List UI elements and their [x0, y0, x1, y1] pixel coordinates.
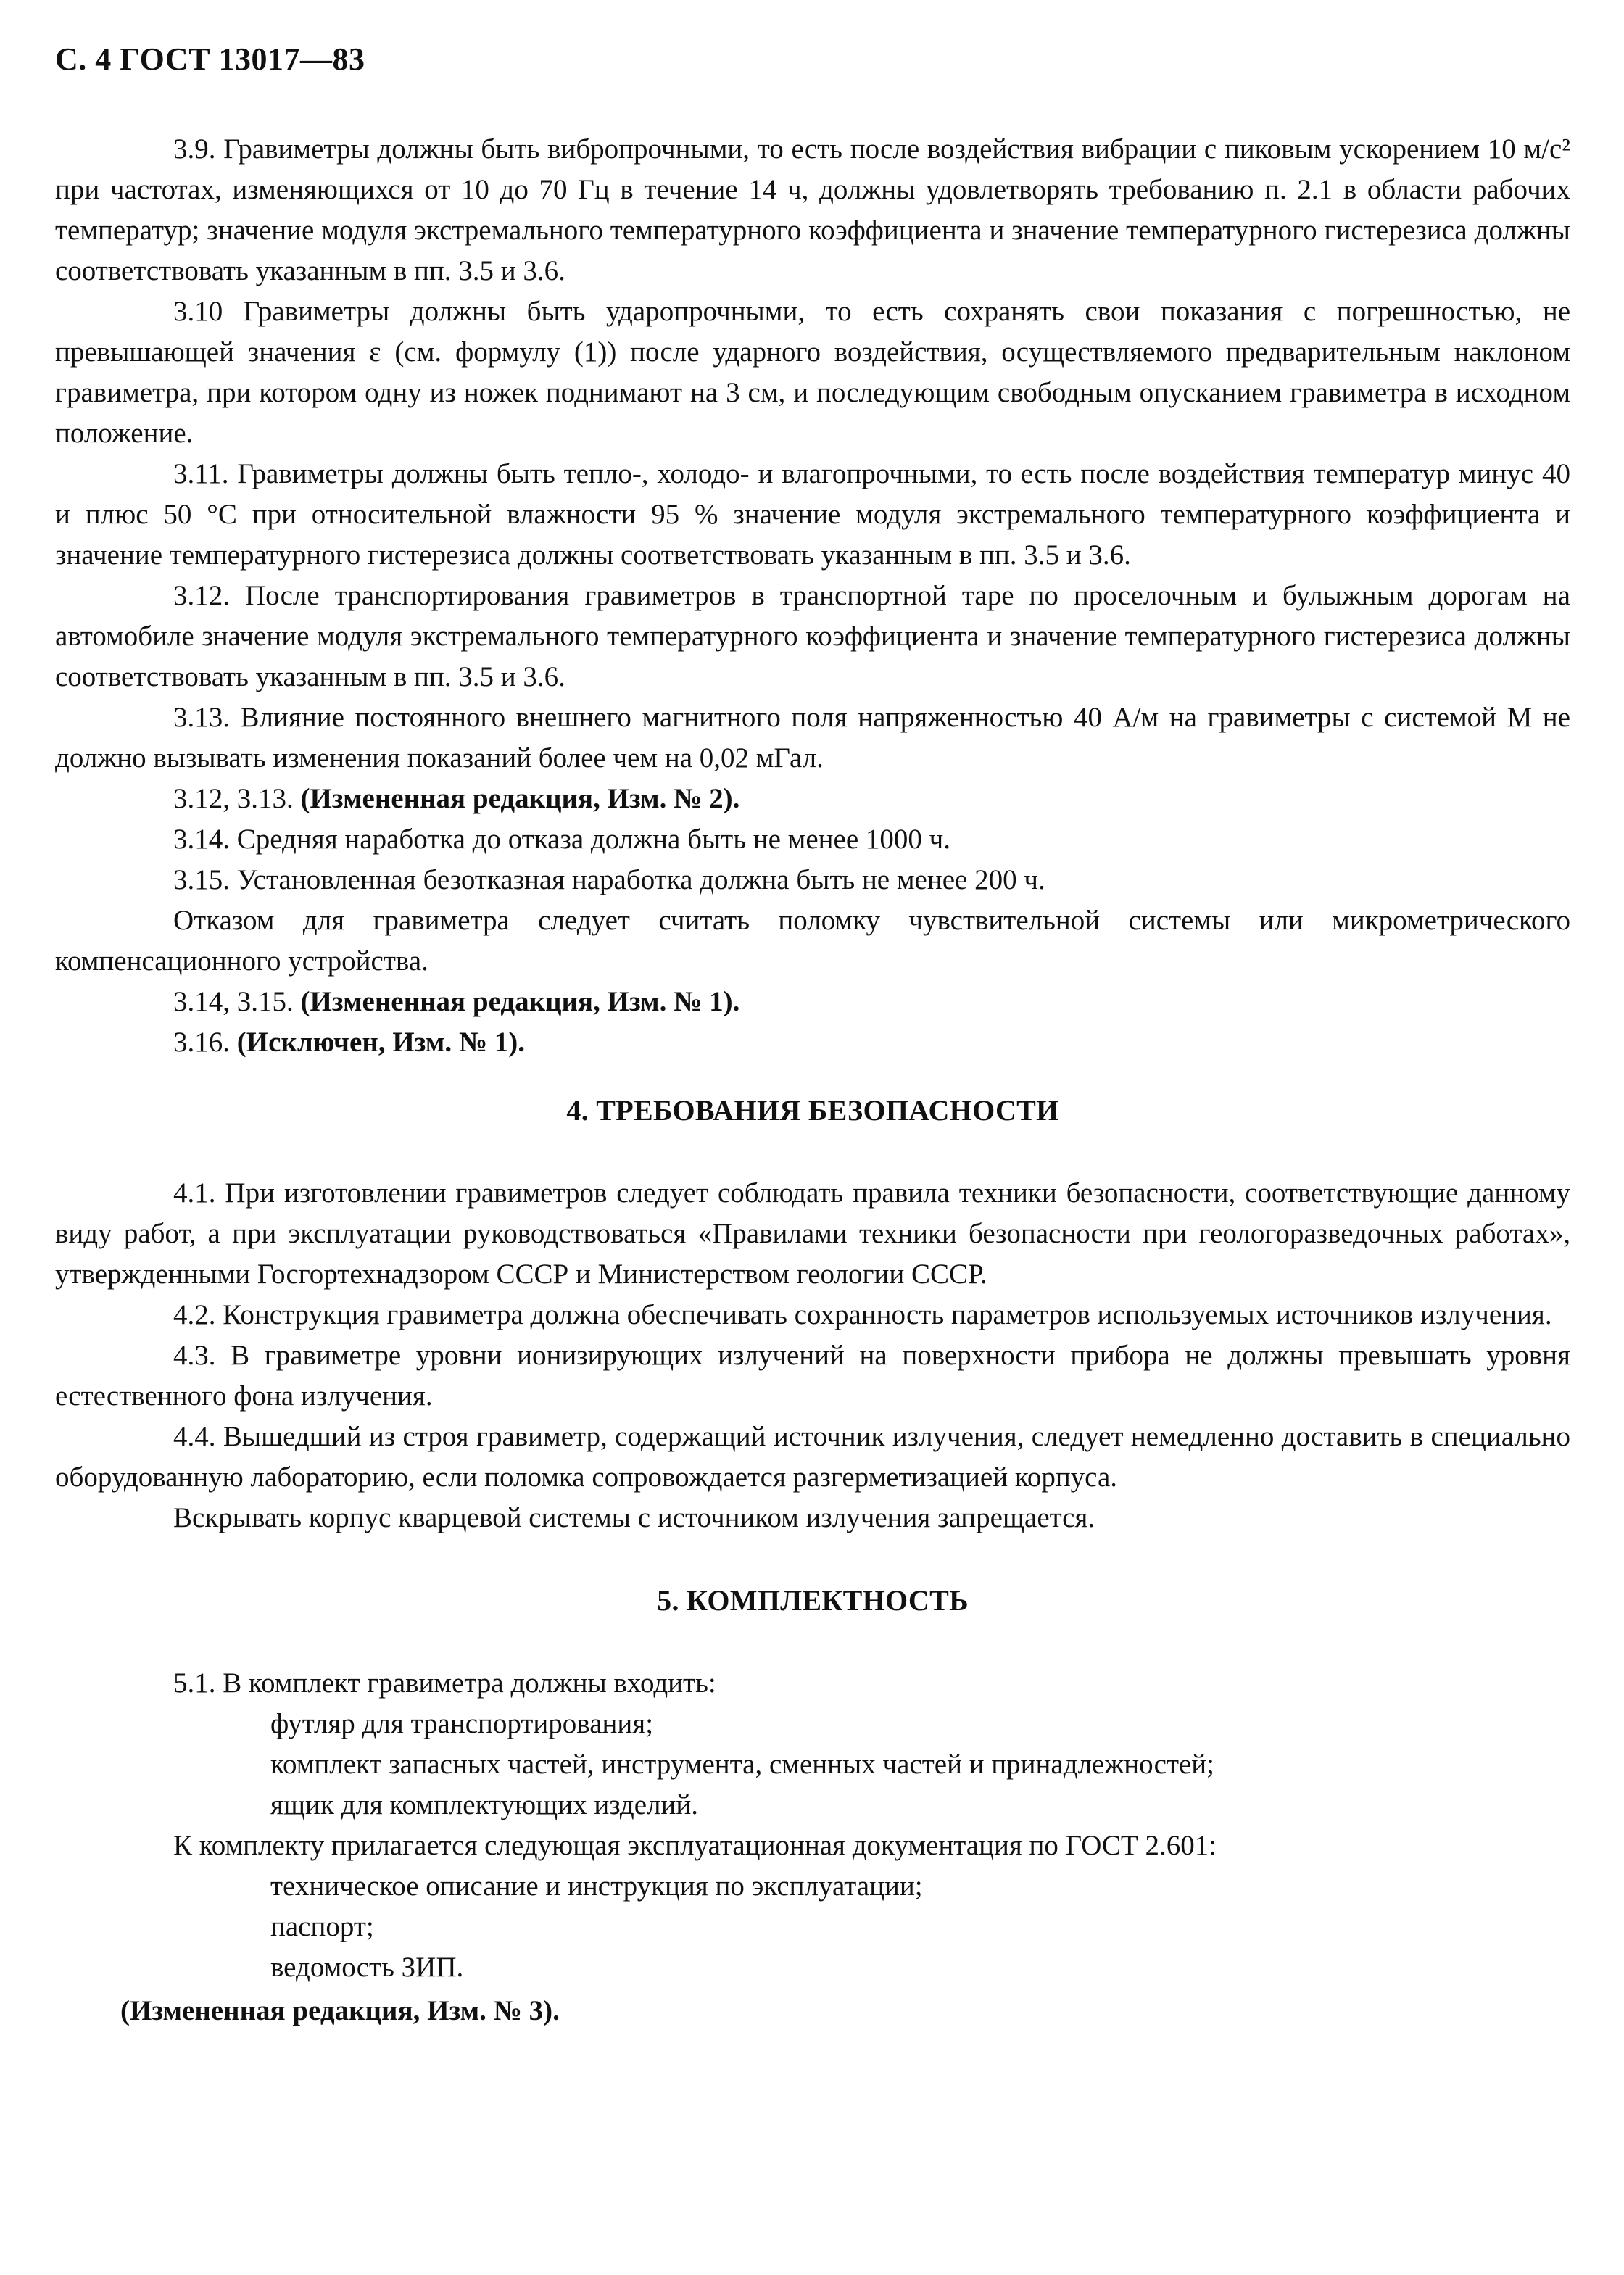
paragraph-3-10: 3.10 Гравиметры должны быть ударопрочными, то есть сохранять свои показания с погрешностью, не превышающей значения ε (см. формулу (1)) после ударного воздействия, осуществляемого предварительным наклоном гравиметра, при котором одну из ножек поднимают на 3 см, и последующим свободным опусканием гравиметра в исходном положение. — [55, 296, 1570, 449]
note-prefix: 3.12, 3.13. — [173, 783, 301, 814]
paragraph-3-14: 3.14. Средняя наработка до отказа должна быть не менее 1000 ч. — [173, 824, 951, 855]
section-title-completeness: 5. КОМПЛЕКТНОСТЬ — [657, 1584, 969, 1617]
note-amendment-text: (Измененная редакция, Изм. № 1). — [300, 986, 740, 1017]
section-title-safety: 4. ТРЕБОВАНИЯ БЕЗОПАСНОСТИ — [566, 1094, 1059, 1127]
note-amendment-text: (Измененная редакция, Изм. № 2). — [300, 783, 740, 814]
paragraph-4-4: 4.4. Вышедший из строя гравиметр, содержащий источник излучения, следует немедленно доставить в специально оборудованную лабораторию, если поломка сопровождается разгерметизацией корпуса. — [55, 1421, 1570, 1493]
note-prefix: 3.14, 3.15. — [173, 986, 301, 1017]
note-excluded-text: (Исключен, Изм. № 1). — [236, 1027, 526, 1058]
paragraph-3-15: 3.15. Установленная безотказная наработка должна быть не менее 200 ч. — [173, 864, 1045, 895]
doc-list-item: паспорт; — [270, 1911, 374, 1942]
page-header: С. 4 ГОСТ 13017—83 — [55, 41, 365, 77]
amendment-note-3-12-3-13 — [55, 779, 1570, 819]
paragraph-4-1: 4.1. При изготовлении гравиметров следует соблюдать правила техники безопасности, соответствующие данному виду работ, а при эксплуатации руководствоваться «Правилами техники безопасности при геологоразведочных работах», утвержденными Госгортехнадзором СССР и Министерством геологии СССР. — [55, 1177, 1570, 1290]
kit-list-item: комплект запасных частей, инструмента, сменных частей и принадлежностей; — [270, 1749, 1215, 1780]
note-prefix: 3.16. — [173, 1027, 237, 1058]
paragraph-3-9: 3.9. Гравиметры должны быть вибропрочными, то есть после воздействия вибрации с пиковым ускорением 10 м/с² при частотах, изменяющихся от 10 до 70 Гц в течение 14 ч, должны удовлетворять требованию п. 2.1 в области рабочих температур; значение модуля экстремального температурного коэффициента и значение температурного гистерезиса должны соответствовать указанным в пп. 3.5 и 3.6. — [55, 133, 1570, 286]
amendment-note-final: (Измененная редакция, Изм. № 3). — [120, 1995, 560, 2026]
paragraph-4-2: 4.2. Конструкция гравиметра должна обеспечивать сохранность параметров используемых источников излучения. — [173, 1299, 1552, 1330]
document-body — [55, 129, 1570, 2031]
doc-list-item: ведомость ЗИП. — [270, 1952, 464, 1983]
paragraph-3-13: 3.13. Влияние постоянного внешнего магнитного поля напряженностью 40 А/м на гравиметры с системой М не должно вызывать изменения показаний более чем на 0,02 мГал. — [55, 702, 1570, 774]
paragraph-failure-definition: Отказом для гравиметра следует считать поломку чувствительной системы или микрометрического компенсационного устройства. — [55, 905, 1570, 977]
paragraph-3-16 — [55, 1022, 1570, 1063]
paragraph-4-3: 4.3. В гравиметре уровни ионизирующих излучений на поверхности прибора не должны превышать уровня естественного фона излучения. — [55, 1340, 1570, 1412]
kit-list-item: ящик для комплектующих изделий. — [270, 1789, 699, 1820]
doc-list-item: техническое описание и инструкция по эксплуатации; — [270, 1870, 923, 1902]
paragraph-documentation: К комплекту прилагается следующая эксплуатационная документация по ГОСТ 2.601: — [173, 1830, 1217, 1861]
kit-list-item: футляр для транспортирования; — [270, 1708, 654, 1739]
paragraph-3-11: 3.11. Гравиметры должны быть тепло-, холодо- и влагопрочными, то есть после воздействия температур минус 40 и плюс 50 °С при относительной влажности 95 % значение модуля экстремального температурного коэффициента и значение температурного гистерезиса должны соответствовать указанным в пп. 3.5 и 3.6. — [55, 458, 1570, 571]
paragraph-opening-prohibited: Вскрывать корпус кварцевой системы с источником излучения запрещается. — [173, 1502, 1095, 1533]
amendment-note-3-14-3-15 — [55, 982, 1570, 1022]
paragraph-5-1: 5.1. В комплект гравиметра должны входить: — [173, 1667, 716, 1699]
paragraph-3-12: 3.12. После транспортирования гравиметров в транспортной таре по проселочным и булыжным дорогам на автомобиле значение модуля экстремального температурного коэффициента и значение температурного гистерезиса должны соответствовать указанным в пп. 3.5 и 3.6. — [55, 580, 1570, 692]
